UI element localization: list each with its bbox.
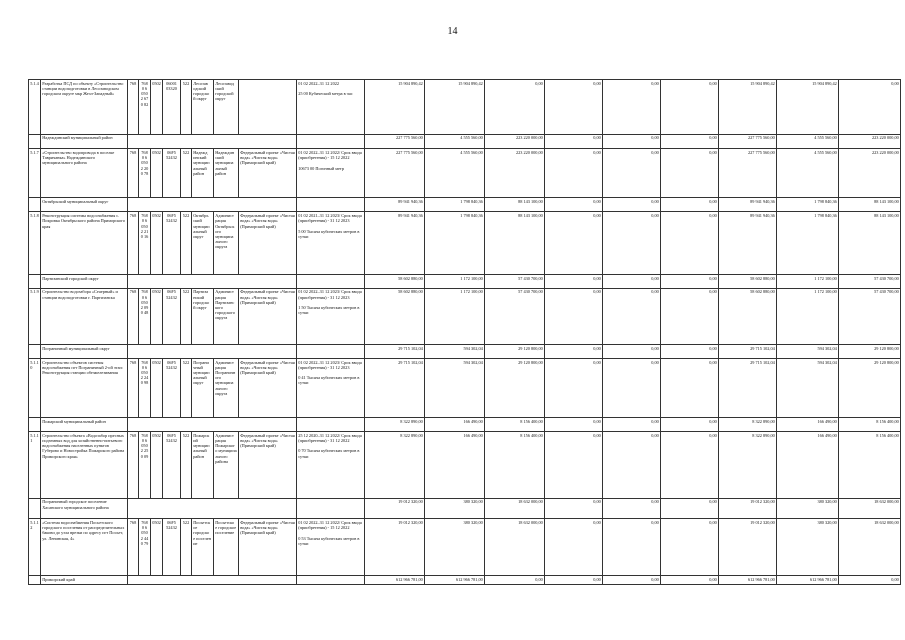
page-number: 14 bbox=[447, 26, 458, 37]
row-number-cell bbox=[29, 575, 41, 585]
amount-cell: 0,00 bbox=[603, 149, 661, 198]
amount-cell: 380 320,00 bbox=[777, 519, 839, 576]
amount-cell: 0,00 bbox=[661, 358, 719, 418]
amount-cell: 0,00 bbox=[661, 431, 719, 498]
project-cell: Федеральный проект «Чистая вода» «Чистая вода» (Приморский край) bbox=[239, 358, 297, 418]
section-code-cell: 768 0 6 050 2 20 0 78 bbox=[139, 149, 151, 198]
table-row bbox=[29, 149, 901, 198]
amount-cell: 380 320,00 bbox=[777, 498, 839, 519]
row-number-cell: 5.1.9 bbox=[29, 288, 41, 345]
amount-cell: 15 904 890,42 bbox=[425, 80, 485, 135]
amount-cell: 0,00 bbox=[661, 134, 719, 149]
table-row bbox=[29, 431, 901, 498]
row-number-cell bbox=[29, 197, 41, 212]
amount-cell: 19 012 320,00 bbox=[365, 519, 425, 576]
expense-type-cell: 522 bbox=[181, 358, 192, 418]
amount-cell: 0,00 bbox=[603, 288, 661, 345]
razdel-cell: 0502 bbox=[151, 288, 163, 345]
amount-cell: 0,00 bbox=[661, 345, 719, 359]
period-capacity-cell: 25 12 2020–31 12 2022/ Срок ввода (приобретения) - 31 12 2022 0 70 Тысяча кубических метров в сутки bbox=[297, 431, 365, 498]
amount-cell: 8 322 890,00 bbox=[719, 418, 777, 432]
amount-cell: 223 220 000,00 bbox=[839, 134, 901, 149]
grbs-cell: 768 bbox=[128, 431, 139, 498]
amount-cell: 0,00 bbox=[603, 80, 661, 135]
amount-cell: 594 302,04 bbox=[425, 358, 485, 418]
empty-cell bbox=[128, 498, 297, 519]
expense-type-cell: 522 bbox=[181, 519, 192, 576]
amount-cell: 0,00 bbox=[603, 345, 661, 359]
target-article-cell: 06F5 52432 bbox=[163, 149, 181, 198]
amount-cell: 227 775 560,00 bbox=[719, 149, 777, 198]
amount-cell: 166 490,00 bbox=[777, 418, 839, 432]
amount-cell: 8 156 400,00 bbox=[839, 431, 901, 498]
row-name-cell: Реконструкция системы водоснабжения с. Покровка Октябрьского района Приморского края bbox=[41, 212, 128, 275]
row-name-cell: Надеждинский муниципальный район bbox=[41, 134, 128, 149]
grbs-cell: 768 bbox=[128, 519, 139, 576]
amount-cell: 15 904 890,42 bbox=[777, 80, 839, 135]
amount-cell: 29 120 800,00 bbox=[485, 358, 545, 418]
row-name-cell: Октябрьский муниципальный округ bbox=[41, 197, 128, 212]
row-name-cell: Строительство объекта «Водозабор пресных подземных вод для хозяйственно-питьевого водоснабжения населенных пунктов Губерово и Новостройка Пожарского района Приморского края» bbox=[41, 431, 128, 498]
amount-cell: 29 715 102,04 bbox=[719, 345, 777, 359]
amount-cell: 0,00 bbox=[603, 575, 661, 585]
amount-cell: 0,00 bbox=[661, 498, 719, 519]
amount-cell: 1 172 100,00 bbox=[777, 288, 839, 345]
grbs-cell: 768 bbox=[128, 212, 139, 275]
amount-cell: 4 555 560,00 bbox=[777, 134, 839, 149]
row-name-cell: «Строительство водопровода в поселке Тавричанка» Надеждинского муниципального района bbox=[41, 149, 128, 198]
amount-cell: 0,00 bbox=[545, 80, 603, 135]
project-cell bbox=[239, 80, 297, 135]
razdel-cell: 0502 bbox=[151, 358, 163, 418]
row-number-cell bbox=[29, 498, 41, 519]
amount-cell: 1 798 840,36 bbox=[777, 197, 839, 212]
amount-cell: 15 904 890,42 bbox=[365, 80, 425, 135]
period-capacity-cell bbox=[297, 197, 365, 212]
amount-cell: 58 602 880,00 bbox=[365, 288, 425, 345]
razdel-cell: 0502 bbox=[151, 80, 163, 135]
summary-row bbox=[29, 418, 901, 432]
amount-cell: 0,00 bbox=[603, 431, 661, 498]
municipality-cell: Партиза нский городско й округ bbox=[192, 288, 214, 345]
customer-cell: Лесозавод ский городской округ bbox=[214, 80, 239, 135]
amount-cell: 0,00 bbox=[661, 197, 719, 212]
row-number-cell bbox=[29, 345, 41, 359]
amount-cell: 594 302,04 bbox=[425, 345, 485, 359]
row-number-cell: 5.1.7 bbox=[29, 149, 41, 198]
amount-cell: 0,00 bbox=[661, 274, 719, 288]
amount-cell: 0,00 bbox=[485, 575, 545, 585]
table-row bbox=[29, 358, 901, 418]
amount-cell: 29 715 102,04 bbox=[719, 358, 777, 418]
customer-cell: Надеждин ский муниципа льный район bbox=[214, 149, 239, 198]
customer-cell: Посьетско е городское поселение bbox=[214, 519, 239, 576]
period-capacity-cell bbox=[297, 134, 365, 149]
project-cell: Федеральный проект «Чистая вода» «Чистая вода» (Приморский край) bbox=[239, 288, 297, 345]
customer-cell: Админист рация Пожарског о муниципа льного района bbox=[214, 431, 239, 498]
summary-row bbox=[29, 575, 901, 585]
amount-cell: 0,00 bbox=[603, 134, 661, 149]
amount-cell: 0,00 bbox=[545, 358, 603, 418]
amount-cell: 18 632 000,00 bbox=[485, 519, 545, 576]
grbs-cell: 768 bbox=[128, 80, 139, 135]
amount-cell: 0,00 bbox=[545, 431, 603, 498]
row-number-cell bbox=[29, 134, 41, 149]
razdel-cell: 0502 bbox=[151, 519, 163, 576]
summary-row bbox=[29, 197, 901, 212]
table-body bbox=[29, 80, 901, 585]
period-capacity-cell bbox=[297, 345, 365, 359]
summary-row bbox=[29, 498, 901, 519]
amount-cell: 4 555 560,00 bbox=[777, 149, 839, 198]
target-article-cell: 06001 03320 bbox=[163, 80, 181, 135]
project-cell: Федеральный проект «Чистая вода» «Чистая вода» (Приморский край) bbox=[239, 431, 297, 498]
row-number-cell: 5.1.8 bbox=[29, 212, 41, 275]
grbs-cell: 768 bbox=[128, 288, 139, 345]
amount-cell: 0,00 bbox=[603, 274, 661, 288]
summary-row bbox=[29, 345, 901, 359]
amount-cell: 0,00 bbox=[545, 288, 603, 345]
project-cell: Федеральный проект «Чистая вода» «Чистая вода» (Приморский край) bbox=[239, 149, 297, 198]
row-number-cell: 5.1.12 bbox=[29, 519, 41, 576]
amount-cell: 612 966 781,00 bbox=[719, 575, 777, 585]
amount-cell: 4 555 560,00 bbox=[425, 134, 485, 149]
municipality-cell: Октябрь ский муницип альный округ bbox=[192, 212, 214, 275]
amount-cell: 0,00 bbox=[545, 345, 603, 359]
amount-cell: 1 172 100,00 bbox=[777, 274, 839, 288]
period-capacity-cell bbox=[297, 575, 365, 585]
amount-cell: 0,00 bbox=[603, 212, 661, 275]
razdel-cell: 0502 bbox=[151, 212, 163, 275]
target-article-cell: 06F5 52432 bbox=[163, 358, 181, 418]
target-article-cell: 06F5 52432 bbox=[163, 519, 181, 576]
amount-cell: 0,00 bbox=[661, 288, 719, 345]
amount-cell: 8 322 890,00 bbox=[719, 431, 777, 498]
amount-cell: 0,00 bbox=[603, 498, 661, 519]
amount-cell: 57 430 700,00 bbox=[485, 288, 545, 345]
amount-cell: 88 143 100,00 bbox=[485, 212, 545, 275]
row-name-cell: Партизанский городской округ bbox=[41, 274, 128, 288]
amount-cell: 0,00 bbox=[603, 197, 661, 212]
period-capacity-cell: 01 02 2022–31 12 2023/ Срок ввода (приобретения) - 31 12 2023 1 50 Тысяча кубических метров в сутки bbox=[297, 288, 365, 345]
period-capacity-cell bbox=[297, 418, 365, 432]
project-cell: Федеральный проект «Чистая вода» «Чистая вода» (Приморский край) bbox=[239, 212, 297, 275]
amount-cell: 223 220 000,00 bbox=[485, 149, 545, 198]
amount-cell: 8 156 400,00 bbox=[839, 418, 901, 432]
empty-cell bbox=[128, 197, 297, 212]
amount-cell: 57 430 700,00 bbox=[485, 274, 545, 288]
amount-cell: 227 775 560,00 bbox=[719, 134, 777, 149]
section-code-cell: 768 0 6 050 2 44 0 79 bbox=[139, 519, 151, 576]
amount-cell: 0,00 bbox=[661, 212, 719, 275]
amount-cell: 0,00 bbox=[661, 575, 719, 585]
table-row bbox=[29, 288, 901, 345]
amount-cell: 88 143 100,00 bbox=[485, 197, 545, 212]
amount-cell: 594 302,04 bbox=[777, 358, 839, 418]
amount-cell: 0,00 bbox=[545, 519, 603, 576]
amount-cell: 4 555 560,00 bbox=[425, 149, 485, 198]
empty-cell bbox=[128, 134, 297, 149]
amount-cell: 18 632 000,00 bbox=[485, 498, 545, 519]
amount-cell: 0,00 bbox=[603, 418, 661, 432]
amount-cell: 29 715 102,04 bbox=[365, 345, 425, 359]
amount-cell: 88 143 100,00 bbox=[839, 197, 901, 212]
amount-cell: 18 632 000,00 bbox=[839, 498, 901, 519]
budget-table bbox=[28, 79, 901, 585]
row-number-cell bbox=[29, 274, 41, 288]
amount-cell: 0,00 bbox=[661, 418, 719, 432]
grbs-cell: 768 bbox=[128, 358, 139, 418]
row-name-cell: Строительство объектов системы водоснабжения пгт Пограничный 2-ой этап: Реконструкция станции обезжелезивания bbox=[41, 358, 128, 418]
target-article-cell: 06F5 52432 bbox=[163, 288, 181, 345]
amount-cell: 594 302,04 bbox=[777, 345, 839, 359]
expense-type-cell: 522 bbox=[181, 431, 192, 498]
amount-cell: 18 632 000,00 bbox=[839, 519, 901, 576]
row-number-cell: 5.1.11 bbox=[29, 431, 41, 498]
amount-cell: 0,00 bbox=[485, 80, 545, 135]
project-cell: Федеральный проект «Чистая вода» «Чистая вода» (Приморский край) bbox=[239, 519, 297, 576]
row-name-cell: «Система водоснабжения Посьетского городского поселения от распределительных бакови до узла врезки по адресу пгт Посьет, ул. Ленинская, 4» bbox=[41, 519, 128, 576]
amount-cell: 19 012 320,00 bbox=[719, 519, 777, 576]
amount-cell: 380 320,00 bbox=[425, 519, 485, 576]
municipality-cell: Пограни чный муницип альный округ bbox=[192, 358, 214, 418]
amount-cell: 0,00 bbox=[545, 134, 603, 149]
row-name-cell: Пограничный муниципальный округ bbox=[41, 345, 128, 359]
amount-cell: 227 775 560,00 bbox=[365, 149, 425, 198]
period-capacity-cell bbox=[297, 274, 365, 288]
amount-cell: 8 322 890,00 bbox=[365, 418, 425, 432]
table-row bbox=[29, 519, 901, 576]
amount-cell: 1 798 840,36 bbox=[777, 212, 839, 275]
amount-cell: 0,00 bbox=[545, 212, 603, 275]
amount-cell: 0,00 bbox=[545, 197, 603, 212]
razdel-cell: 0502 bbox=[151, 431, 163, 498]
customer-cell: Админист рация Партизанс кого городского округа bbox=[214, 288, 239, 345]
amount-cell: 0,00 bbox=[545, 575, 603, 585]
amount-cell: 29 120 800,00 bbox=[485, 345, 545, 359]
section-code-cell: 768 0 6 050 2 09 0 48 bbox=[139, 288, 151, 345]
table-row bbox=[29, 80, 901, 135]
period-capacity-cell: 01 02 2022–31 12 2023/ Срок ввода (приобретения) - 31 12 2023 0 41 Тысяча кубических метров в сутки bbox=[297, 358, 365, 418]
period-capacity-cell: 01 02 2022–31 12 2022/ Срок ввода (приобретения) - 15 12 2022 0 53 Тысяча кубических метров в сутки bbox=[297, 519, 365, 576]
amount-cell: 57 430 700,00 bbox=[839, 288, 901, 345]
amount-cell: 29 120 800,00 bbox=[839, 358, 901, 418]
amount-cell: 8 156 400,00 bbox=[485, 418, 545, 432]
empty-cell bbox=[128, 418, 297, 432]
target-article-cell: 06F5 52432 bbox=[163, 431, 181, 498]
expense-type-cell: 522 bbox=[181, 288, 192, 345]
amount-cell: 29 715 102,04 bbox=[365, 358, 425, 418]
period-capacity-cell: 01 02 2022–31 12 2022/ Срок ввода (приобретения) - 15 12 2022 10673 00 Погонный метр bbox=[297, 149, 365, 198]
amount-cell: 1 172 100,00 bbox=[425, 288, 485, 345]
amount-cell: 166 490,00 bbox=[777, 431, 839, 498]
amount-cell: 166 490,00 bbox=[425, 431, 485, 498]
section-code-cell: 768 0 6 050 2 24 0 98 bbox=[139, 358, 151, 418]
amount-cell: 15 904 890,42 bbox=[719, 80, 777, 135]
amount-cell: 227 775 560,00 bbox=[365, 134, 425, 149]
amount-cell: 0,00 bbox=[545, 498, 603, 519]
row-name-cell: Пограничный городское поселение Хасанского муниципального района bbox=[41, 498, 128, 519]
amount-cell: 8 322 890,00 bbox=[365, 431, 425, 498]
target-article-cell: 06F5 52432 bbox=[163, 212, 181, 275]
table-row bbox=[29, 212, 901, 275]
municipality-cell: Пожарск ий муницип альный район bbox=[192, 431, 214, 498]
row-name-cell: Пожарский муниципальный район bbox=[41, 418, 128, 432]
municipality-cell: Надежд инский муницип альный район bbox=[192, 149, 214, 198]
amount-cell: 0,00 bbox=[545, 418, 603, 432]
period-capacity-cell: 01 02 2021–31 12 2023/ Срок ввода (приобретения) - 31 12 2023 5 00 Тысяча кубических метров в сутки bbox=[297, 212, 365, 275]
summary-row bbox=[29, 134, 901, 149]
amount-cell: 166 490,00 bbox=[425, 418, 485, 432]
razdel-cell: 0502 bbox=[151, 149, 163, 198]
grbs-cell: 768 bbox=[128, 149, 139, 198]
amount-cell: 19 012 320,00 bbox=[719, 498, 777, 519]
amount-cell: 380 320,00 bbox=[425, 498, 485, 519]
expense-type-cell: 522 bbox=[181, 212, 192, 275]
amount-cell: 58 602 880,00 bbox=[719, 288, 777, 345]
customer-cell: Админист рация Октябрьск ого муниципа льного округа bbox=[214, 212, 239, 275]
expense-type-cell: 522 bbox=[181, 149, 192, 198]
amount-cell: 0,00 bbox=[603, 519, 661, 576]
amount-cell: 0,00 bbox=[661, 80, 719, 135]
amount-cell: 612 966 781,00 bbox=[425, 575, 485, 585]
section-code-cell: 768 0 6 050 2 67 0 82 bbox=[139, 80, 151, 135]
period-capacity-cell: 01 02 2022–31 12 2022 25 00 Кубический метра в час bbox=[297, 80, 365, 135]
amount-cell: 223 220 000,00 bbox=[485, 134, 545, 149]
amount-cell: 612 966 781,00 bbox=[777, 575, 839, 585]
amount-cell: 19 012 320,00 bbox=[365, 498, 425, 519]
row-name-cell: Приморский край bbox=[41, 575, 128, 585]
amount-cell: 223 220 000,00 bbox=[839, 149, 901, 198]
amount-cell: 29 120 800,00 bbox=[839, 345, 901, 359]
municipality-cell: Лесозав одский городско й округ bbox=[192, 80, 214, 135]
empty-cell bbox=[128, 274, 297, 288]
amount-cell: 612 966 781,00 bbox=[365, 575, 425, 585]
customer-cell: Админист рация Пограничн ого муниципа льного округа bbox=[214, 358, 239, 418]
amount-cell: 1 798 840,36 bbox=[425, 212, 485, 275]
amount-cell: 1 798 840,36 bbox=[425, 197, 485, 212]
amount-cell: 89 941 940,36 bbox=[719, 197, 777, 212]
municipality-cell: Посьетск ое городско е поселен ие bbox=[192, 519, 214, 576]
amount-cell: 89 941 940,36 bbox=[719, 212, 777, 275]
amount-cell: 0,00 bbox=[839, 575, 901, 585]
period-capacity-cell bbox=[297, 498, 365, 519]
amount-cell: 0,00 bbox=[839, 80, 901, 135]
amount-cell: 0,00 bbox=[661, 519, 719, 576]
amount-cell: 0,00 bbox=[545, 149, 603, 198]
section-code-cell: 768 0 6 050 2 21 0 16 bbox=[139, 212, 151, 275]
amount-cell: 89 941 940,36 bbox=[365, 197, 425, 212]
row-name-cell: Разработка ПСД по объекту «Строительство станции водоподготовки в Лесозаводском городском округе мкр Жеэл-Западный» bbox=[41, 80, 128, 135]
expense-type-cell: 522 bbox=[181, 80, 192, 135]
row-number-cell bbox=[29, 418, 41, 432]
row-number-cell: 5.1.4 bbox=[29, 80, 41, 135]
summary-row bbox=[29, 274, 901, 288]
amount-cell: 89 941 940,36 bbox=[365, 212, 425, 275]
amount-cell: 0,00 bbox=[545, 274, 603, 288]
empty-cell bbox=[128, 575, 297, 585]
row-name-cell: Строительство водозабора «Сеаерный» и станции водоподготовки г. Партизанска bbox=[41, 288, 128, 345]
amount-cell: 57 430 700,00 bbox=[839, 274, 901, 288]
amount-cell: 0,00 bbox=[661, 149, 719, 198]
amount-cell: 8 156 400,00 bbox=[485, 431, 545, 498]
amount-cell: 0,00 bbox=[603, 358, 661, 418]
amount-cell: 58 602 880,00 bbox=[365, 274, 425, 288]
row-number-cell: 5.1.10 bbox=[29, 358, 41, 418]
amount-cell: 58 602 880,00 bbox=[719, 274, 777, 288]
amount-cell: 1 172 100,00 bbox=[425, 274, 485, 288]
empty-cell bbox=[128, 345, 297, 359]
amount-cell: 88 143 100,00 bbox=[839, 212, 901, 275]
section-code-cell: 768 0 6 050 2 25 0 09 bbox=[139, 431, 151, 498]
